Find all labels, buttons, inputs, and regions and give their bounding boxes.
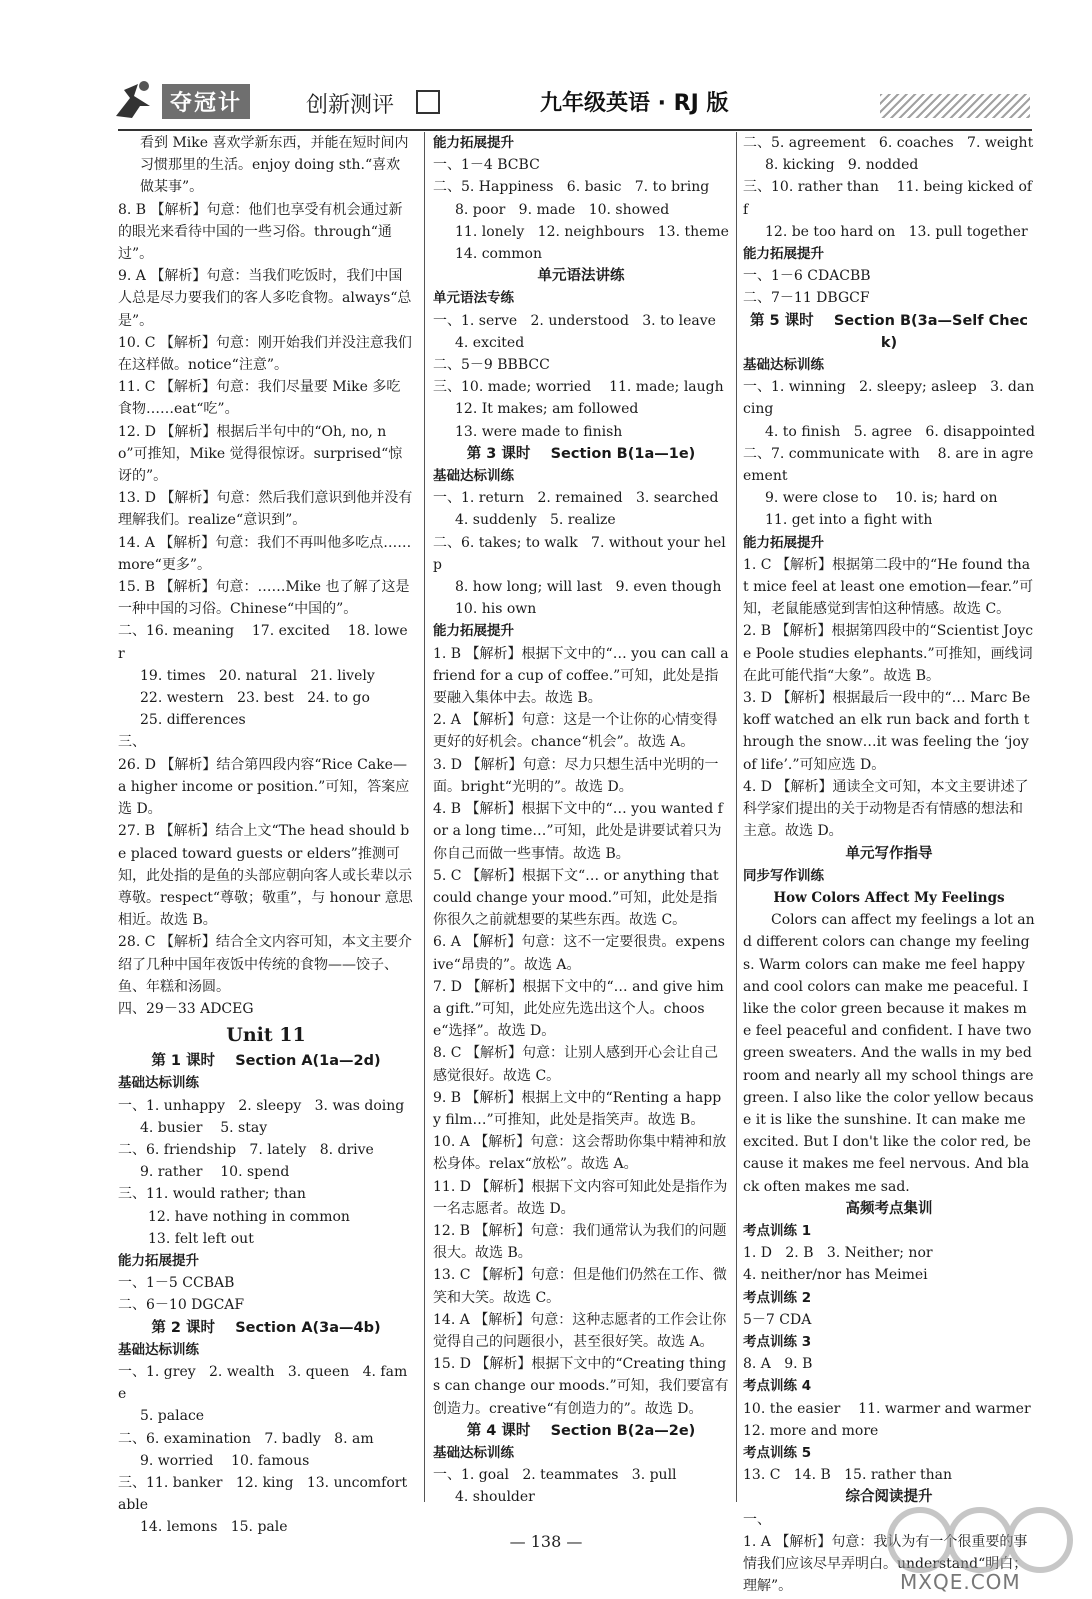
answer-line: 能力拓展提升 — [433, 135, 514, 151]
answer-line: 1. B 【解析】根据下文中的“… you can call a friend for a cup of coffee.”可知，此处是指要融入集体中去。故选 B。 — [433, 645, 734, 707]
answer-line: 5. C 【解析】根据下文“… or anything that could change your mood.”可知，此处是指你很久之前就想要的某些东西。故选 C。 — [433, 867, 724, 929]
answer-line: 8. how long; will last 9. even though — [455, 579, 722, 596]
answer-line: 能力拓展提升 — [743, 534, 824, 551]
answer-line: 9. rather 10. spend — [140, 1164, 290, 1181]
answer-line: 1. C 【解析】根据第二段中的“He found that mice feel at least one emotion—fear.”可知，老鼠能感觉到害怕这种情感。故选 C。 — [743, 556, 1034, 618]
brand-name: 夺冠计 — [162, 84, 250, 119]
watermark-text: MXQE.COM — [900, 1570, 1021, 1594]
answer-line: 四、29－33 ADCEG — [118, 1000, 254, 1017]
answer-line: 14. common — [455, 246, 542, 263]
answer-line: 8. C 【解析】句意：让别人感到开心会让自己感觉很好。故选 C。 — [433, 1045, 718, 1084]
answer-line: 8. B 【解析】句意：他们也享受有机会通过新的眼光来看待中国的一些习俗。through“通过”。 — [118, 201, 403, 263]
answer-line: 12. B 【解析】句意：我们通常认为我们的问题很大。故选 B。 — [433, 1222, 727, 1262]
answer-line: 5. palace — [140, 1408, 205, 1425]
answer-line: 三、11. would rather; than — [118, 1186, 306, 1203]
answer-line: 三、10. rather than 11. being kicked off — [743, 179, 1033, 218]
answer-line: 10. the easier 11. warmer and warmer — [743, 1400, 1031, 1417]
answer-line: How Colors Affect My Feelings — [773, 889, 1005, 906]
answer-line: 一、1. winning 2. sleepy; asleep 3. dancing — [743, 379, 1035, 418]
page-header — [110, 74, 1010, 130]
answer-line: 二、7. communicate with 8. are in agreement — [743, 445, 1034, 485]
answer-line: 二、7－11 DBGCF — [743, 290, 870, 307]
answer-line: 二、6. takes; to walk 7. without your help — [433, 534, 726, 573]
answer-line: 9. A 【解析】句意：当我们吃饭时，我们中国人总是尽力要我们的客人多吃食物。always“总是”。 — [118, 268, 412, 329]
answer-line: 26. D 【解析】结合第四段内容“Rice Cake—a higher income or position.”可知，答案应选 D。 — [118, 756, 410, 818]
answer-line: 三、 — [118, 734, 146, 751]
answer-line: 二、6. examination 7. badly 8. am — [118, 1430, 374, 1447]
answer-line: 4. suddenly 5. realize — [455, 512, 616, 529]
answer-line: 二、5－9 BBBCC — [433, 357, 550, 374]
answer-line: 9. were close to 10. is; hard on — [765, 490, 998, 507]
answer-line: 13. were made to finish — [455, 423, 623, 440]
answer-line: 10. A 【解析】句意：这会帮助你集中精神和放松身体。relax“放松”。故选 A。 — [433, 1134, 727, 1173]
answer-line: 考点训练 4 — [743, 1378, 812, 1395]
answer-line: 22. western 23. best 24. to go — [140, 690, 370, 707]
answer-line: 15. D 【解析】根据下文中的“Creating things can change our moods.”可知，我们要富有创造力。creative“有创造力的”。故选 D。 — [433, 1356, 729, 1417]
answer-line: 一、1－6 CDACBB — [743, 268, 871, 285]
answer-line: 基础达标训练 — [743, 357, 824, 374]
answer-line: 一、1. serve 2. understood 3. to leave — [433, 312, 716, 329]
answer-line: 考点训练 1 — [743, 1222, 812, 1239]
answer-line: 9. worried 10. famous — [140, 1452, 310, 1469]
column-divider-1 — [424, 132, 425, 1502]
answer-line: 11. get into a fight with — [765, 512, 933, 529]
answer-line: 考点训练 3 — [743, 1333, 812, 1350]
answer-line: 看到 Mike 喜欢学新东西，并能在短时间内习惯那里的生活。enjoy doing sth.“喜欢做某事”。 — [140, 135, 409, 196]
answer-line: 12. It makes; am followed — [455, 401, 639, 418]
decorative-stripe — [880, 94, 1030, 118]
answer-line: 4. excited — [455, 334, 525, 351]
book-title: 九年级英语 · RJ 版 — [540, 91, 729, 116]
answer-line: 11. D 【解析】根据下文内容可知此处是指作为一名志愿者。故选 D。 — [433, 1178, 728, 1217]
answer-line: Unit 11 — [226, 1024, 306, 1047]
answer-line: 27. B 【解析】结合上文“The head should be placed toward guests or elders”推测可知，此处指的是鱼的头部应朝向客人或长辈以示尊敬。respect“尊敬；敬重”，与 honour 意思相近。故选 B。 — [118, 823, 413, 929]
answer-line: 第 3 课时 Section B(1a—1e) — [466, 445, 696, 462]
answer-line: 考点训练 5 — [743, 1444, 812, 1461]
answer-line: 一、1. unhappy 2. sleepy 3. was doing — [118, 1097, 405, 1114]
answer-line: 11. lonely 12. neighbours 13. theme — [455, 223, 729, 240]
answer-line: 11. C 【解析】句意：我们尽量要 Mike 多吃食物……eat“吃”。 — [118, 379, 401, 418]
answer-line: 综合阅读提升 — [845, 1489, 933, 1506]
answer-line: 同步写作训练 — [743, 867, 824, 884]
answer-line: 二、16. meaning 17. excited 18. lower — [118, 623, 408, 662]
answer-line: 6. A 【解析】句意：这不一定要很贵。expensive“昂贵的”。故选 A。 — [433, 934, 725, 973]
answer-line: 一、1. return 2. remained 3. searched — [433, 490, 719, 507]
answer-line: 能力拓展提升 — [118, 1252, 199, 1269]
series-badge-icon — [416, 90, 440, 114]
answer-line: 7. D 【解析】根据下文中的“… and give him a gift.”可知，此处应先选出这个人。choose“选择”。故选 D。 — [433, 978, 729, 1040]
answer-line: 基础达标训练 — [433, 468, 514, 485]
answer-line: 单元语法专练 — [433, 290, 514, 307]
answer-line: 单元语法讲练 — [537, 268, 625, 285]
answer-line: Colors can affect my feelings a lot and different colors can change my feelings. Warm colors can make me feel happy and cool colors can make me peaceful. I like the color green because it makes me feel peaceful and confident. I have two green sweaters. And the walls in my bedroom and nearly all my school things are green. I also like the color yellow because it is like the sunshine. It can make me excited. But I don't like the color red, because it makes me feel nervous. And black often makes me sad. — [743, 912, 1038, 1195]
answer-line: 10. C 【解析】句意：刚开始我们并没注意我们在这样做。notice“注意”。 — [118, 334, 412, 374]
answer-line: 一、1. grey 2. wealth 3. queen 4. fame — [118, 1363, 408, 1403]
series-name: 创新测评 — [306, 93, 395, 118]
answer-line: 13. D 【解析】句意：然后我们意识到他并没有理解我们。realize“意识到”。 — [118, 490, 413, 529]
answer-line: 12. more and more — [743, 1422, 879, 1439]
answer-column-3 — [743, 132, 1038, 1597]
header-rule — [118, 129, 1032, 131]
answer-line: 14. A 【解析】句意：我们不再叫他多吃点……more“更多”。 — [118, 534, 412, 573]
answer-line: 能力拓展提升 — [743, 246, 824, 263]
answer-line: 一、 — [743, 1511, 771, 1528]
answer-line: 13. C 14. B 15. rather than — [743, 1467, 952, 1484]
answer-line: 1. A 【解析】句意：我认为有一个很重要的事情我们应该尽早弄明白。understand“明白；理解”。 — [743, 1533, 1028, 1595]
answer-line: 9. B 【解析】根据上文中的“Renting a happy film…”可推知，此处是指笑声。故选 B。 — [433, 1089, 722, 1128]
answer-line: 4. to finish 5. agree 6. disappointed — [765, 423, 1035, 440]
answer-line: 4. shoulder — [455, 1489, 535, 1506]
answer-line: 单元写作指导 — [845, 845, 933, 862]
page-number: — 138 — — [509, 1532, 583, 1551]
answer-line: 二、5. agreement 6. coaches 7. weight — [743, 135, 1034, 151]
answer-line: 2. B 【解析】根据第四段中的“Scientist Joyce Poole studies elephants.”可推知，画线词在此可能代指“大象”。故选 B。 — [743, 623, 1034, 684]
answer-line: 15. B 【解析】句意：……Mike 也了解了这是一种中国的习俗。Chinese“中国的”。 — [118, 579, 410, 618]
answer-line: 考点训练 2 — [743, 1289, 812, 1306]
answer-line: 3. D 【解析】句意：尽力只想生活中光明的一面。bright“光明的”。故选 D。 — [433, 756, 719, 795]
answer-line: 4. busier 5. stay — [140, 1119, 268, 1136]
answer-line: 第 2 课时 Section A(3a—4b) — [151, 1319, 381, 1336]
answer-line: 13. felt left out — [148, 1230, 254, 1247]
answer-line: 12. have nothing in common — [148, 1208, 350, 1225]
answer-line: 三、11. banker 12. king 13. uncomfortable — [118, 1474, 408, 1514]
answer-line: 二、6. friendship 7. lately 8. drive — [118, 1141, 374, 1158]
answer-line: 3. D 【解析】根据最后一段中的“… Marc Bekoff watched an elk run back and forth through the snow…it was feeling the ‘joy of life’.”可知应选 D。 — [743, 690, 1034, 773]
answer-line: 一、1－5 CCBAB — [118, 1275, 235, 1292]
answer-line: 第 5 课时 Section B(3a—Self Check) — [749, 312, 1029, 351]
answer-line: 一、1－4 BCBC — [433, 157, 540, 174]
answer-line: 4. B 【解析】根据下文中的“… you wanted for a long time…”可知，此处是讲要试着只为你自己而做一些事情。故选 B。 — [433, 801, 723, 862]
answer-line: 基础达标训练 — [118, 1075, 199, 1092]
answer-line: 4. neither/nor has Meimei — [743, 1267, 928, 1284]
answer-column-1 — [118, 132, 414, 1539]
answer-line: 高频考点集训 — [845, 1200, 933, 1217]
answer-line: 12. D 【解析】根据后半句中的“Oh, no, no”可推知，Mike 觉得很惊讶。surprised“惊讶的”。 — [118, 423, 403, 485]
answer-line: 10. his own — [455, 601, 537, 618]
answer-line: 12. be too hard on 13. pull together — [765, 223, 1028, 240]
answer-line: 二、6－10 DGCAF — [118, 1297, 245, 1314]
answer-line: 2. A 【解析】句意：这是一个让你的心情变得更好的好机会。chance“机会”。故选 A。 — [433, 712, 718, 751]
answer-line: 一、1. goal 2. teammates 3. pull — [433, 1467, 677, 1484]
answer-line: 基础达标训练 — [433, 1444, 514, 1461]
answer-line: 8. A 9. B — [743, 1356, 813, 1373]
answer-line: 14. A 【解析】句意：这种志愿者的工作会让你觉得自己的问题很小，甚至很好笑。故选 A。 — [433, 1311, 727, 1350]
trophy-runner-logo-icon — [110, 76, 158, 124]
answer-line: 能力拓展提升 — [433, 623, 514, 640]
answer-line: 4. D 【解析】通读全文可知，本文主要讲述了科学家们提出的关于动物是否有情感的想法和主意。故选 D。 — [743, 778, 1029, 840]
answer-line: 5－7 CDA — [743, 1311, 812, 1328]
answer-line: 二、5. Happiness 6. basic 7. to bring — [433, 179, 710, 196]
answer-line: 25. differences — [140, 712, 246, 729]
answer-line: 13. C 【解析】句意：但是他们仍然在工作、微笑和大笑。故选 C。 — [433, 1267, 727, 1306]
answer-line: 19. times 20. natural 21. lively — [140, 667, 375, 684]
column-divider-2 — [736, 132, 737, 1502]
answer-line: 第 1 课时 Section A(1a—2d) — [151, 1053, 381, 1070]
answer-line: 28. C 【解析】结合全文内容可知，本文主要介绍了几种中国年夜饭中传统的食物——饺子、鱼、年糕和汤圆。 — [118, 934, 412, 995]
answer-line: 8. kicking 9. nodded — [765, 157, 919, 174]
answer-line: 三、10. made; worried 11. made; laugh — [433, 379, 724, 396]
answer-line: 第 4 课时 Section B(2a—2e) — [466, 1422, 696, 1439]
answer-column-2 — [433, 132, 734, 1509]
answer-line: 基础达标训练 — [118, 1341, 199, 1358]
answer-line: 1. D 2. B 3. Neither; nor — [743, 1245, 933, 1262]
answer-line: 14. lemons 15. pale — [140, 1519, 288, 1536]
answer-line: 8. poor 9. made 10. showed — [455, 201, 670, 218]
